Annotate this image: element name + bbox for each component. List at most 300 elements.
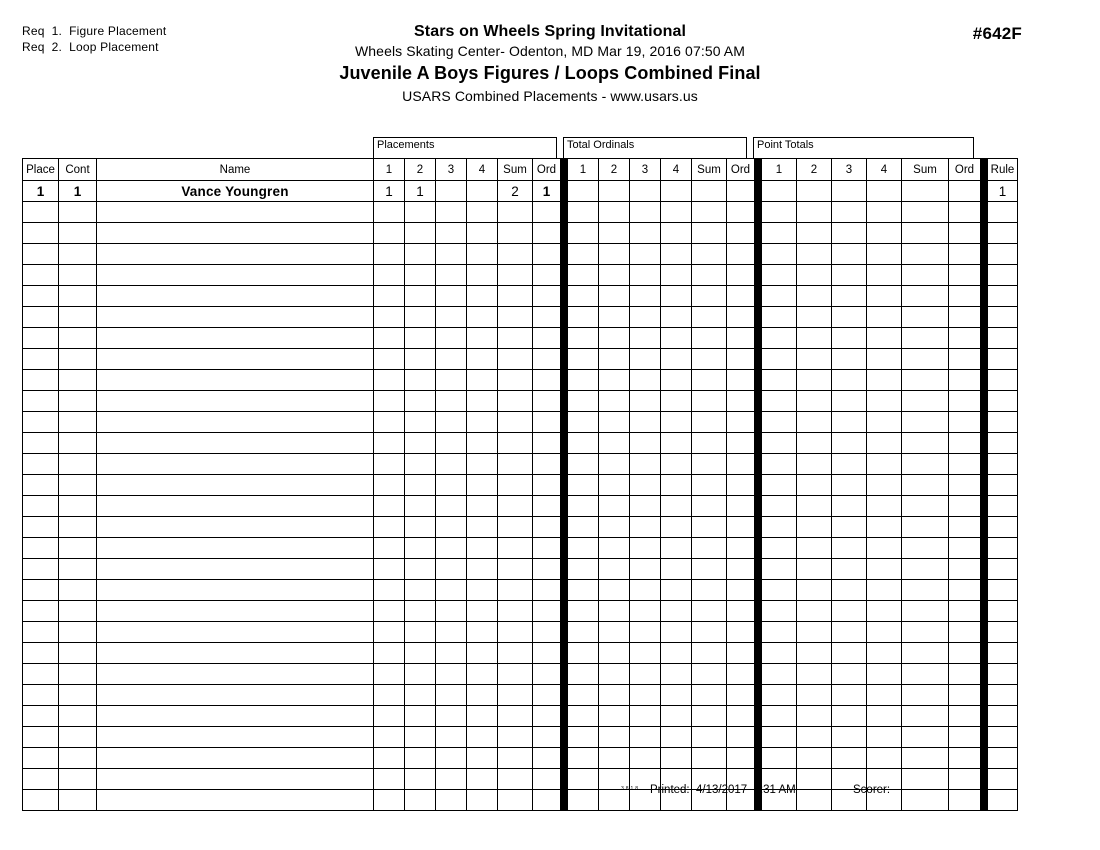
cell-empty[interactable]: [405, 454, 436, 475]
table-row-empty[interactable]: [23, 622, 1018, 643]
cell-empty[interactable]: [533, 454, 561, 475]
table-row-empty[interactable]: [23, 727, 1018, 748]
cell-empty[interactable]: [405, 706, 436, 727]
cell-empty[interactable]: [867, 475, 902, 496]
cell-placements-j1[interactable]: 1: [374, 181, 405, 202]
cell-empty[interactable]: [599, 265, 630, 286]
cell-empty[interactable]: [498, 307, 533, 328]
cell-empty[interactable]: [727, 349, 755, 370]
cell-empty[interactable]: [97, 202, 374, 223]
cell-empty[interactable]: [727, 265, 755, 286]
cell-empty[interactable]: [405, 538, 436, 559]
cell-empty[interactable]: [405, 412, 436, 433]
cell-empty[interactable]: [797, 517, 832, 538]
cell-empty[interactable]: [405, 601, 436, 622]
table-row-empty[interactable]: [23, 412, 1018, 433]
cell-empty[interactable]: [23, 727, 59, 748]
cell-empty[interactable]: [797, 328, 832, 349]
table-row-empty[interactable]: [23, 286, 1018, 307]
cell-empty[interactable]: [467, 244, 498, 265]
cell-empty[interactable]: [988, 517, 1018, 538]
cell-empty[interactable]: [405, 643, 436, 664]
cell-empty[interactable]: [630, 454, 661, 475]
cell-empty[interactable]: [902, 349, 949, 370]
cell-empty[interactable]: [949, 601, 981, 622]
cell-empty[interactable]: [988, 475, 1018, 496]
cell-empty[interactable]: [405, 727, 436, 748]
cell-empty[interactable]: [867, 433, 902, 454]
cell-empty[interactable]: [661, 559, 692, 580]
cell-empty[interactable]: [533, 601, 561, 622]
cell-empty[interactable]: [374, 391, 405, 412]
cell-empty[interactable]: [692, 286, 727, 307]
cell-empty[interactable]: [797, 244, 832, 265]
cell-empty[interactable]: [832, 307, 867, 328]
cell-empty[interactable]: [762, 244, 797, 265]
cell-empty[interactable]: [467, 559, 498, 580]
cell-empty[interactable]: [692, 622, 727, 643]
cell-empty[interactable]: [59, 265, 97, 286]
cell-empty[interactable]: [902, 328, 949, 349]
cell-empty[interactable]: [949, 454, 981, 475]
cell-empty[interactable]: [797, 622, 832, 643]
cell-empty[interactable]: [405, 265, 436, 286]
cell-empty[interactable]: [762, 664, 797, 685]
cell-empty[interactable]: [797, 475, 832, 496]
cell-empty[interactable]: [374, 265, 405, 286]
cell-empty[interactable]: [867, 727, 902, 748]
cell-empty[interactable]: [374, 433, 405, 454]
cell-empty[interactable]: [599, 475, 630, 496]
cell-empty[interactable]: [902, 517, 949, 538]
cell-empty[interactable]: [97, 433, 374, 454]
cell-empty[interactable]: [902, 580, 949, 601]
cell-empty[interactable]: [762, 559, 797, 580]
cell-empty[interactable]: [727, 307, 755, 328]
cell-empty[interactable]: [97, 559, 374, 580]
cell-empty[interactable]: [949, 559, 981, 580]
cell-empty[interactable]: [467, 538, 498, 559]
cell-empty[interactable]: [661, 643, 692, 664]
cell-empty[interactable]: [902, 391, 949, 412]
cell-empty[interactable]: [762, 265, 797, 286]
cell-empty[interactable]: [599, 286, 630, 307]
table-row-empty[interactable]: [23, 370, 1018, 391]
cell-empty[interactable]: [97, 496, 374, 517]
cell-empty[interactable]: [23, 286, 59, 307]
cell-empty[interactable]: [949, 622, 981, 643]
cell-empty[interactable]: [867, 538, 902, 559]
cell-empty[interactable]: [661, 223, 692, 244]
cell-empty[interactable]: [692, 370, 727, 391]
cell-empty[interactable]: [630, 202, 661, 223]
table-row-empty[interactable]: [23, 244, 1018, 265]
cell-empty[interactable]: [97, 307, 374, 328]
cell-empty[interactable]: [533, 748, 561, 769]
cell-empty[interactable]: [630, 517, 661, 538]
cell-empty[interactable]: [661, 244, 692, 265]
cell-empty[interactable]: [533, 244, 561, 265]
cell-empty[interactable]: [832, 454, 867, 475]
cell-empty[interactable]: [533, 496, 561, 517]
cell-empty[interactable]: [436, 412, 467, 433]
cell-empty[interactable]: [59, 517, 97, 538]
cell-empty[interactable]: [374, 496, 405, 517]
cell-empty[interactable]: [59, 202, 97, 223]
cell-empty[interactable]: [568, 412, 599, 433]
cell-empty[interactable]: [405, 307, 436, 328]
cell-empty[interactable]: [498, 328, 533, 349]
cell-empty[interactable]: [59, 433, 97, 454]
cell-empty[interactable]: [692, 496, 727, 517]
cell-empty[interactable]: [97, 685, 374, 706]
cell-empty[interactable]: [949, 538, 981, 559]
cell-empty[interactable]: [59, 601, 97, 622]
cell-empty[interactable]: [59, 706, 97, 727]
cell-empty[interactable]: [533, 643, 561, 664]
cell-empty[interactable]: [832, 496, 867, 517]
cell-empty[interactable]: [374, 244, 405, 265]
cell-empty[interactable]: [727, 412, 755, 433]
cell-empty[interactable]: [630, 664, 661, 685]
cell-empty[interactable]: [23, 643, 59, 664]
cell-empty[interactable]: [405, 391, 436, 412]
cell-empty[interactable]: [988, 412, 1018, 433]
cell-empty[interactable]: [949, 748, 981, 769]
cell-empty[interactable]: [23, 244, 59, 265]
cell-empty[interactable]: [23, 202, 59, 223]
cell-empty[interactable]: [533, 328, 561, 349]
cell-empty[interactable]: [661, 412, 692, 433]
cell-empty[interactable]: [949, 580, 981, 601]
cell-empty[interactable]: [374, 349, 405, 370]
cell-empty[interactable]: [436, 664, 467, 685]
cell-empty[interactable]: [762, 412, 797, 433]
cell-empty[interactable]: [599, 748, 630, 769]
cell-empty[interactable]: [23, 370, 59, 391]
cell-empty[interactable]: [467, 307, 498, 328]
cell-empty[interactable]: [630, 685, 661, 706]
cell-empty[interactable]: [661, 706, 692, 727]
cell-empty[interactable]: [797, 706, 832, 727]
cell-empty[interactable]: [498, 685, 533, 706]
cell-empty[interactable]: [762, 748, 797, 769]
cell-empty[interactable]: [692, 475, 727, 496]
cell-empty[interactable]: [832, 538, 867, 559]
cell-empty[interactable]: [949, 685, 981, 706]
cell-empty[interactable]: [97, 349, 374, 370]
cell-empty[interactable]: [867, 748, 902, 769]
cell-empty[interactable]: [436, 202, 467, 223]
cell-empty[interactable]: [661, 748, 692, 769]
cell-empty[interactable]: [599, 496, 630, 517]
cell-empty[interactable]: [436, 622, 467, 643]
cell-empty[interactable]: [797, 748, 832, 769]
cell-empty[interactable]: [692, 328, 727, 349]
cell-empty[interactable]: [467, 433, 498, 454]
cell-empty[interactable]: [467, 748, 498, 769]
cell-empty[interactable]: [59, 538, 97, 559]
cell-empty[interactable]: [867, 265, 902, 286]
cell-empty[interactable]: [405, 433, 436, 454]
cell-empty[interactable]: [661, 580, 692, 601]
cell-empty[interactable]: [97, 664, 374, 685]
cell-empty[interactable]: [797, 538, 832, 559]
cell-empty[interactable]: [533, 307, 561, 328]
cell-empty[interactable]: [867, 223, 902, 244]
cell-empty[interactable]: [467, 265, 498, 286]
cell-empty[interactable]: [867, 580, 902, 601]
cell-empty[interactable]: [59, 244, 97, 265]
cell-empty[interactable]: [97, 748, 374, 769]
cell-empty[interactable]: [97, 727, 374, 748]
cell-empty[interactable]: [762, 223, 797, 244]
cell-empty[interactable]: [727, 454, 755, 475]
cell-placements-j2[interactable]: 1: [405, 181, 436, 202]
cell-empty[interactable]: [727, 664, 755, 685]
cell-empty[interactable]: [661, 328, 692, 349]
cell-empty[interactable]: [692, 391, 727, 412]
cell-empty[interactable]: [988, 286, 1018, 307]
cell-empty[interactable]: [467, 370, 498, 391]
cell-empty[interactable]: [832, 370, 867, 391]
cell-empty[interactable]: [23, 328, 59, 349]
cell-empty[interactable]: [599, 622, 630, 643]
cell-empty[interactable]: [762, 370, 797, 391]
cell-empty[interactable]: [949, 202, 981, 223]
cell-empty[interactable]: [568, 265, 599, 286]
cell-empty[interactable]: [498, 706, 533, 727]
cell-empty[interactable]: [374, 748, 405, 769]
cell-name[interactable]: Vance Youngren: [97, 181, 374, 202]
cell-empty[interactable]: [867, 244, 902, 265]
cell-point-totals-j1[interactable]: [762, 181, 797, 202]
cell-empty[interactable]: [59, 412, 97, 433]
cell-empty[interactable]: [661, 538, 692, 559]
cell-empty[interactable]: [59, 622, 97, 643]
cell-empty[interactable]: [599, 727, 630, 748]
cell-empty[interactable]: [832, 706, 867, 727]
table-row-empty[interactable]: [23, 496, 1018, 517]
cell-empty[interactable]: [727, 370, 755, 391]
cell-empty[interactable]: [630, 391, 661, 412]
cell-empty[interactable]: [949, 517, 981, 538]
cell-empty[interactable]: [59, 454, 97, 475]
cell-empty[interactable]: [867, 496, 902, 517]
cell-empty[interactable]: [727, 202, 755, 223]
cell-empty[interactable]: [467, 412, 498, 433]
cell-empty[interactable]: [436, 433, 467, 454]
cell-empty[interactable]: [692, 202, 727, 223]
cell-empty[interactable]: [949, 370, 981, 391]
cell-empty[interactable]: [988, 307, 1018, 328]
cell-empty[interactable]: [727, 328, 755, 349]
cell-empty[interactable]: [867, 685, 902, 706]
cell-empty[interactable]: [436, 454, 467, 475]
cell-empty[interactable]: [23, 307, 59, 328]
cell-empty[interactable]: [902, 433, 949, 454]
cell-empty[interactable]: [988, 664, 1018, 685]
cell-empty[interactable]: [867, 349, 902, 370]
cell-place[interactable]: 1: [23, 181, 59, 202]
cell-empty[interactable]: [988, 580, 1018, 601]
cell-empty[interactable]: [727, 286, 755, 307]
cell-empty[interactable]: [692, 412, 727, 433]
cell-empty[interactable]: [568, 601, 599, 622]
table-row-empty[interactable]: [23, 601, 1018, 622]
cell-total-ordinals-j1[interactable]: [568, 181, 599, 202]
cell-empty[interactable]: [661, 664, 692, 685]
cell-empty[interactable]: [467, 391, 498, 412]
cell-empty[interactable]: [727, 622, 755, 643]
cell-empty[interactable]: [405, 349, 436, 370]
cell-empty[interactable]: [949, 475, 981, 496]
cell-empty[interactable]: [568, 664, 599, 685]
cell-empty[interactable]: [902, 223, 949, 244]
cell-empty[interactable]: [374, 370, 405, 391]
cell-empty[interactable]: [630, 265, 661, 286]
cell-empty[interactable]: [692, 706, 727, 727]
cell-total-ordinals-j2[interactable]: [599, 181, 630, 202]
cell-empty[interactable]: [661, 307, 692, 328]
cell-empty[interactable]: [374, 454, 405, 475]
cell-empty[interactable]: [661, 286, 692, 307]
cell-empty[interactable]: [405, 202, 436, 223]
cell-empty[interactable]: [762, 706, 797, 727]
cell-empty[interactable]: [23, 706, 59, 727]
cell-empty[interactable]: [661, 601, 692, 622]
cell-empty[interactable]: [902, 496, 949, 517]
cell-empty[interactable]: [661, 727, 692, 748]
cell-empty[interactable]: [630, 412, 661, 433]
cell-empty[interactable]: [374, 286, 405, 307]
cell-placements-sum[interactable]: 2: [498, 181, 533, 202]
cell-point-totals-j4[interactable]: [867, 181, 902, 202]
cell-empty[interactable]: [23, 223, 59, 244]
cell-empty[interactable]: [23, 685, 59, 706]
cell-empty[interactable]: [630, 349, 661, 370]
table-row-empty[interactable]: [23, 223, 1018, 244]
cell-empty[interactable]: [467, 601, 498, 622]
cell-empty[interactable]: [59, 580, 97, 601]
cell-empty[interactable]: [374, 517, 405, 538]
cell-empty[interactable]: [832, 517, 867, 538]
cell-empty[interactable]: [902, 370, 949, 391]
cell-empty[interactable]: [436, 517, 467, 538]
cell-placements-ord[interactable]: 1: [533, 181, 561, 202]
cell-empty[interactable]: [867, 454, 902, 475]
cell-empty[interactable]: [727, 244, 755, 265]
cell-empty[interactable]: [97, 601, 374, 622]
cell-empty[interactable]: [692, 727, 727, 748]
cell-empty[interactable]: [436, 349, 467, 370]
table-row-empty[interactable]: [23, 517, 1018, 538]
cell-empty[interactable]: [405, 475, 436, 496]
cell-empty[interactable]: [902, 265, 949, 286]
cell-empty[interactable]: [599, 454, 630, 475]
cell-empty[interactable]: [533, 370, 561, 391]
cell-empty[interactable]: [405, 517, 436, 538]
cell-empty[interactable]: [661, 517, 692, 538]
cell-empty[interactable]: [533, 349, 561, 370]
cell-empty[interactable]: [498, 370, 533, 391]
cell-empty[interactable]: [59, 349, 97, 370]
cell-empty[interactable]: [374, 412, 405, 433]
cell-empty[interactable]: [988, 244, 1018, 265]
cell-empty[interactable]: [533, 706, 561, 727]
cell-empty[interactable]: [97, 286, 374, 307]
cell-empty[interactable]: [568, 496, 599, 517]
cell-empty[interactable]: [533, 664, 561, 685]
cell-empty[interactable]: [59, 685, 97, 706]
cell-rule[interactable]: 1: [988, 181, 1018, 202]
cell-empty[interactable]: [59, 286, 97, 307]
cell-empty[interactable]: [374, 475, 405, 496]
cell-empty[interactable]: [599, 601, 630, 622]
cell-empty[interactable]: [374, 622, 405, 643]
cell-total-ordinals-sum[interactable]: [692, 181, 727, 202]
cell-empty[interactable]: [599, 370, 630, 391]
cell-empty[interactable]: [630, 580, 661, 601]
cell-empty[interactable]: [436, 643, 467, 664]
cell-empty[interactable]: [867, 643, 902, 664]
cell-empty[interactable]: [727, 601, 755, 622]
cell-empty[interactable]: [498, 622, 533, 643]
cell-empty[interactable]: [374, 328, 405, 349]
cell-empty[interactable]: [727, 643, 755, 664]
cell-empty[interactable]: [661, 265, 692, 286]
table-row-empty[interactable]: [23, 748, 1018, 769]
cell-empty[interactable]: [797, 202, 832, 223]
cell-empty[interactable]: [374, 223, 405, 244]
cell-empty[interactable]: [832, 202, 867, 223]
cell-empty[interactable]: [902, 412, 949, 433]
cell-empty[interactable]: [661, 454, 692, 475]
cell-empty[interactable]: [727, 538, 755, 559]
cell-empty[interactable]: [988, 748, 1018, 769]
cell-empty[interactable]: [436, 538, 467, 559]
cell-empty[interactable]: [949, 286, 981, 307]
table-row-empty[interactable]: [23, 685, 1018, 706]
cell-empty[interactable]: [23, 580, 59, 601]
cell-empty[interactable]: [692, 664, 727, 685]
cell-empty[interactable]: [23, 664, 59, 685]
cell-empty[interactable]: [902, 286, 949, 307]
cell-empty[interactable]: [568, 517, 599, 538]
cell-empty[interactable]: [467, 475, 498, 496]
cell-empty[interactable]: [988, 265, 1018, 286]
cell-empty[interactable]: [902, 307, 949, 328]
cell-empty[interactable]: [727, 706, 755, 727]
cell-empty[interactable]: [436, 265, 467, 286]
cell-empty[interactable]: [568, 748, 599, 769]
cell-empty[interactable]: [568, 580, 599, 601]
cell-empty[interactable]: [630, 307, 661, 328]
cell-empty[interactable]: [797, 496, 832, 517]
cell-empty[interactable]: [59, 496, 97, 517]
cell-empty[interactable]: [949, 328, 981, 349]
cell-empty[interactable]: [949, 223, 981, 244]
table-row-empty[interactable]: [23, 391, 1018, 412]
cell-placements-j3[interactable]: [436, 181, 467, 202]
cell-empty[interactable]: [374, 685, 405, 706]
cell-empty[interactable]: [374, 202, 405, 223]
cell-empty[interactable]: [374, 727, 405, 748]
cell-empty[interactable]: [405, 496, 436, 517]
cell-empty[interactable]: [762, 307, 797, 328]
cell-empty[interactable]: [727, 580, 755, 601]
cell-empty[interactable]: [97, 391, 374, 412]
